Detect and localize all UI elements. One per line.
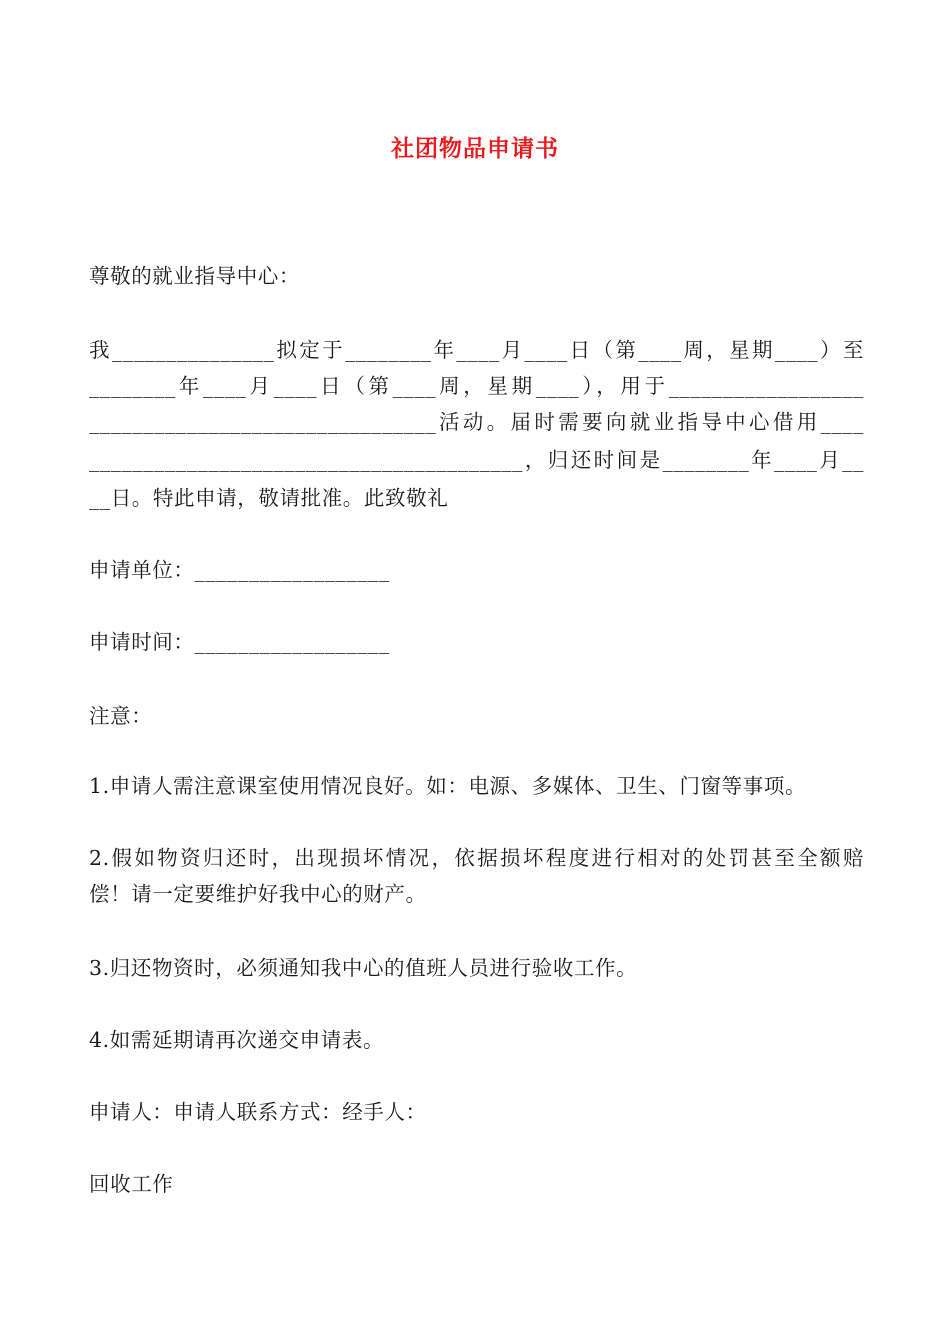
salutation: 尊敬的就业指导中心：	[89, 264, 300, 288]
notes-heading: 注意：	[89, 704, 153, 728]
body-line-5: __日。特此申请，敬请批准。此致敬礼	[89, 486, 449, 510]
note-3: 3.归还物资时，必须通知我中心的值班人员进行验收工作。	[89, 956, 638, 980]
note-4: 4.如需延期请再次递交申请表。	[89, 1028, 385, 1052]
body-line-4: ________________________________________，归还时间是________年____月__	[89, 448, 864, 472]
body-line-3: ________________________________活动。届时需要向就业指导中心借用____	[89, 410, 864, 434]
document-title: 社团物品申请书	[391, 136, 559, 162]
note-2-line-1: 2.假如物资归还时，出现损坏情况，依据损坏程度进行相对的处罚甚至全额赔	[89, 846, 864, 870]
body-line-2: ________年____月____日（第____周，星期____），用于__________________	[89, 374, 864, 398]
note-2-line-2: 偿！请一定要维护好我中心的财产。	[89, 882, 427, 906]
footer-text: 回收工作	[89, 1172, 174, 1196]
applicant-unit: 申请单位：__________________	[89, 558, 390, 582]
applicant-time: 申请时间：__________________	[89, 630, 390, 654]
note-1: 1.申请人需注意课室使用情况良好。如：电源、多媒体、卫生、门窗等事项。	[89, 774, 807, 798]
body-line-1: 我_______________拟定于________年____月____日（第____周，星期____）至	[89, 338, 864, 362]
signatures-line: 申请人：申请人联系方式：经手人：	[89, 1100, 427, 1124]
